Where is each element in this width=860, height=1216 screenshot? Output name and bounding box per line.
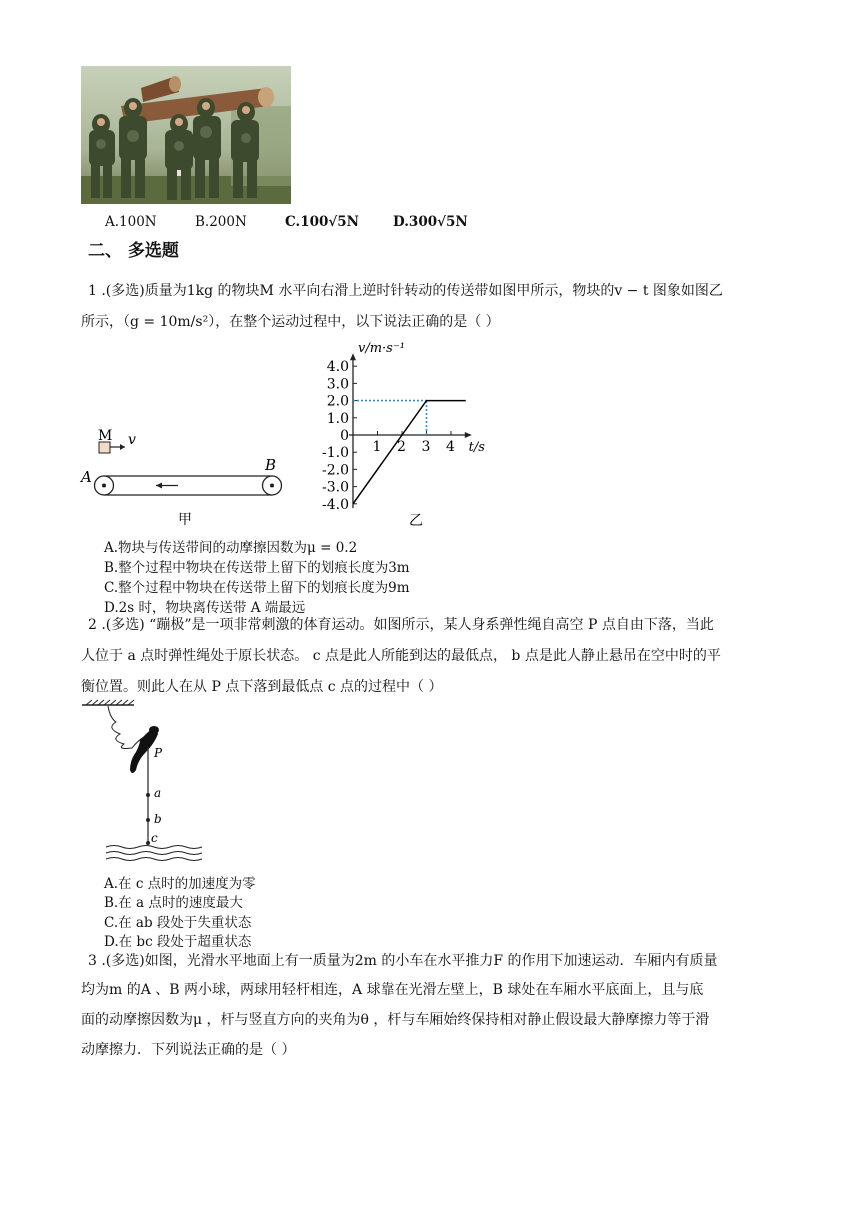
section-title: 二、 多选题 <box>88 241 179 261</box>
q2-line-3: 衡位置。则此人在从 P 点下落到最低点 c 点的过程中（ ） <box>81 679 443 695</box>
label-b: B <box>265 456 277 474</box>
q1-option-c: C.整个过程中物块在传送带上留下的划痕长度为9m <box>104 580 410 596</box>
q1-line-1: 1 .(多选)质量为1kg 的物块M 水平向右滑上逆时针转动的传送带如图甲所示，物块的v − t 图象如图乙 <box>88 283 723 299</box>
q2-line-1: 2 .(多选) “蹦极”是一项非常刺激的体育运动。如图所示，某人身系弹性绳自高空 P 点自由下落，当此 <box>88 617 714 633</box>
prev-option-d: D.300√5N <box>393 214 468 230</box>
q3-line-3: 面的动摩擦因数为μ ，杆与竖直方向的夹角为θ ，杆与车厢始终保持相对静止假设最大静摩擦力等于滑 <box>81 1012 710 1028</box>
y-tick-label: -4.0 <box>322 496 349 513</box>
q2-option-c: C.在 ab 段处于失重状态 <box>104 915 252 931</box>
caption-yi: 乙 <box>409 513 423 529</box>
q1-option-b: B.整个过程中物块在传送带上留下的划痕长度为3m <box>104 560 410 576</box>
q1-line-2: 所示，（g = 10m/s²），在整个运动过程中，以下说法正确的是（ ） <box>81 314 500 330</box>
conveyor-belt-diagram <box>78 428 290 530</box>
x-axis-label: t/s <box>468 440 485 455</box>
prev-option-c: C.100√5N <box>285 214 359 230</box>
q2-option-b: B.在 a 点时的速度最大 <box>104 895 243 911</box>
v-t-graph <box>305 338 505 528</box>
x-tick-label: 1 <box>372 439 382 455</box>
prev-option-a: A.100N <box>105 214 157 230</box>
label-m: M <box>98 428 113 444</box>
q1-option-a: A.物块与传送带间的动摩擦因数为μ = 0.2 <box>104 540 358 556</box>
label-p: P <box>154 746 163 760</box>
water-waves <box>106 846 202 861</box>
y-tick-label: -3.0 <box>322 479 349 496</box>
bungee-diagram <box>80 700 210 865</box>
q2-option-d: D.在 bc 段处于超重状态 <box>104 934 252 950</box>
caption-jia: 甲 <box>178 512 192 528</box>
x-tick-label: 2 <box>397 439 406 455</box>
y-tick-label: 0 <box>340 428 349 444</box>
q2-option-a: A.在 c 点时的加速度为零 <box>104 876 256 892</box>
q2-line-2: 人位于 a 点时弹性绳处于原长状态。 c 点是此人所能到达的最低点， b 点是此人静止悬吊在空中时的平 <box>81 648 721 664</box>
y-tick-label: 2.0 <box>326 393 349 410</box>
x-axis-arrow <box>465 432 472 438</box>
label-b-point: b <box>154 812 162 826</box>
y-axis-label: v/m·s⁻¹ <box>358 341 405 356</box>
y-tick-label: 3.0 <box>326 376 349 393</box>
q3-line-1: 3 .(多选)如图，光滑水平地面上有一质量为2m 的小车在水平推力F 的作用下加速运动．车厢内有质量 <box>88 953 718 969</box>
y-tick-label: 1.0 <box>326 410 349 427</box>
label-c-point: c <box>151 831 158 845</box>
q1-option-d: D.2s 时，物块离传送带 A 端最远 <box>104 600 306 616</box>
y-axis-arrow <box>350 353 356 360</box>
label-a: A <box>81 468 92 486</box>
label-v: v <box>128 432 136 448</box>
y-tick-label: -2.0 <box>322 462 349 479</box>
x-tick-label: 3 <box>421 439 431 455</box>
x-tick-label: 4 <box>446 439 455 455</box>
prev-option-b: B.200N <box>195 214 247 230</box>
q3-line-4: 动摩擦力．下列说法正确的是（ ） <box>81 1042 296 1058</box>
y-tick-label: -1.0 <box>322 445 349 462</box>
label-a-point: a <box>154 786 162 800</box>
y-tick-label: 4.0 <box>326 359 349 376</box>
q3-line-2: 均为m 的A 、B 两小球，两球用轻杆相连，A 球靠在光滑左壁上，B 球处在车厢水平底面上，且与底 <box>81 982 704 998</box>
soldiers-carrying-log-photo <box>81 66 291 204</box>
